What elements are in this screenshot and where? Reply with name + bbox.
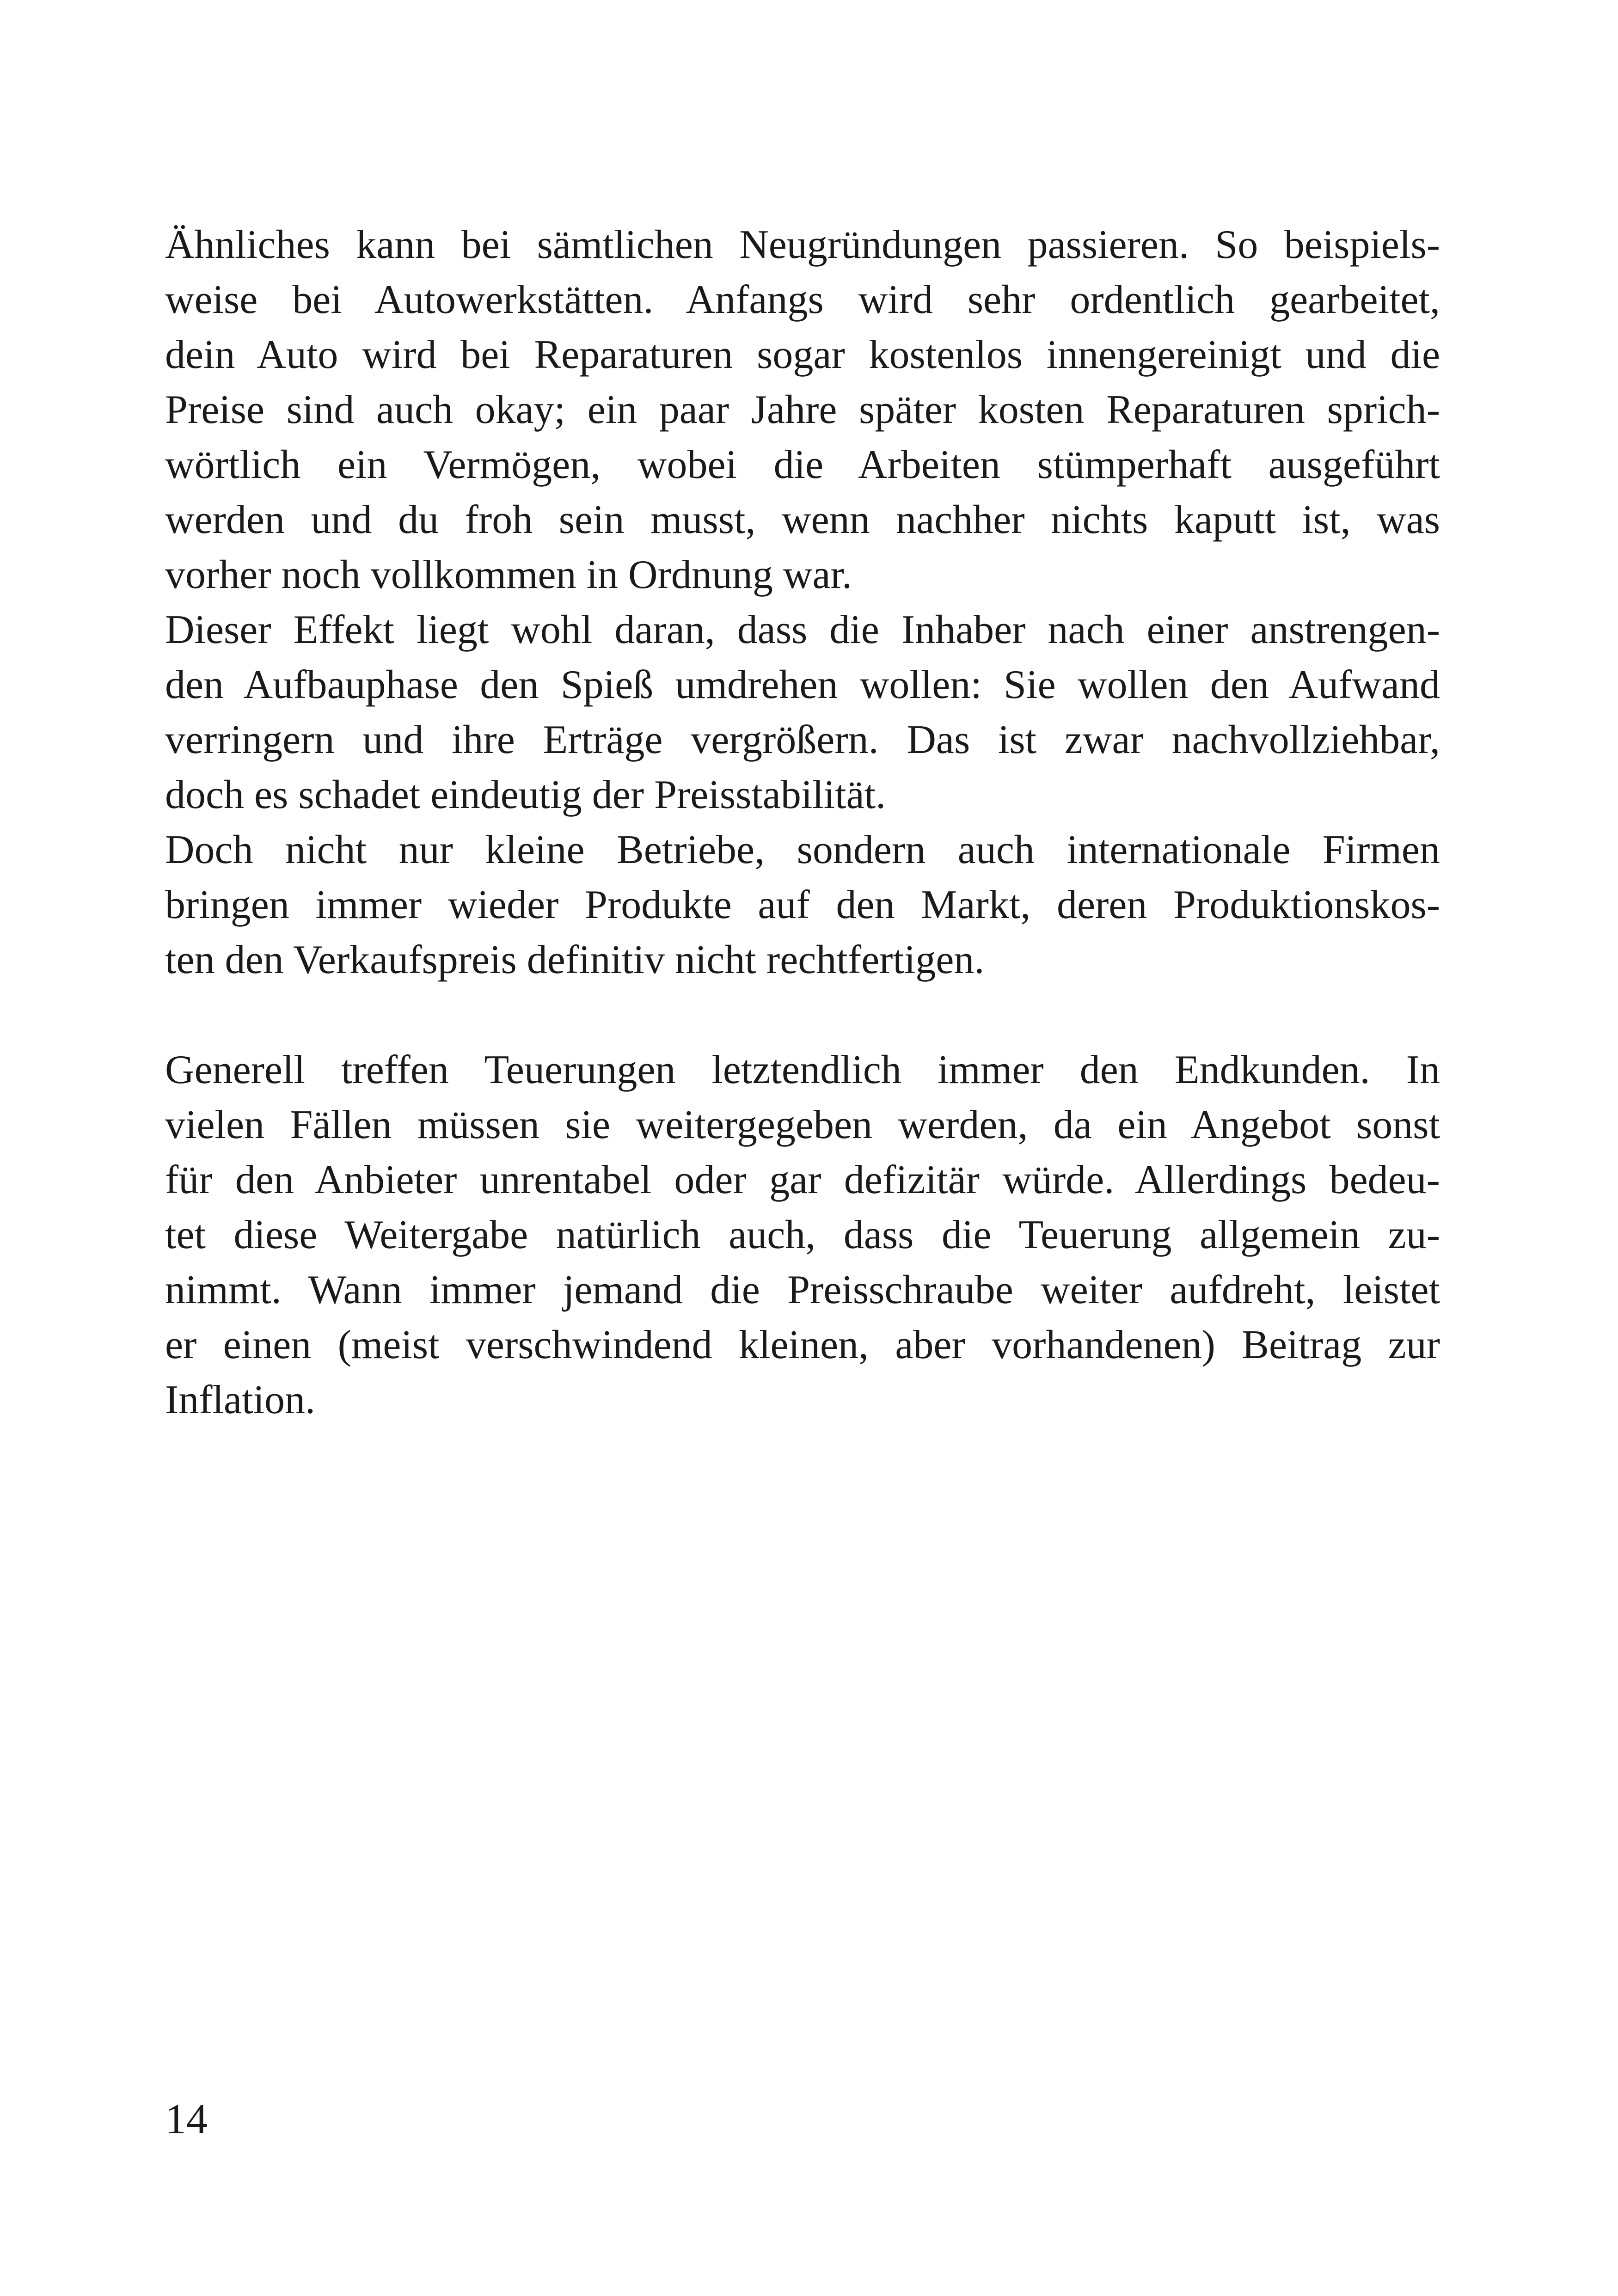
text-line: verringern und ihre Erträge vergrößern. Das ist zwar nachvollziehbar, bbox=[165, 717, 1440, 762]
body-text bbox=[165, 217, 1440, 1427]
text-line: nimmt. Wann immer jemand die Preisschraube weiter aufdreht, leistet bbox=[165, 1267, 1440, 1312]
text-line: wörtlich ein Vermögen, wobei die Arbeiten stümperhaft ausgeführt bbox=[165, 442, 1440, 487]
text-line: doch es schadet eindeutig der Preisstabilität. bbox=[165, 772, 886, 817]
text-line: Dieser Effekt liegt wohl daran, dass die Inhaber nach einer anstrengen- bbox=[165, 607, 1440, 652]
text-line: dein Auto wird bei Reparaturen sogar kostenlos innengereinigt und die bbox=[165, 332, 1440, 377]
text-line: vielen Fällen müssen sie weitergegeben werden, da ein Angebot sonst bbox=[165, 1102, 1440, 1147]
text-line: tet diese Weitergabe natürlich auch, dass die Teuerung allgemein zu- bbox=[165, 1212, 1440, 1257]
text-line: weise bei Autowerkstätten. Anfangs wird sehr ordentlich gearbeitet, bbox=[165, 277, 1440, 322]
text-line: werden und du froh sein musst, wenn nachher nichts kaputt ist, was bbox=[165, 497, 1440, 542]
text-line: für den Anbieter unrentabel oder gar defizitär würde. Allerdings bedeu- bbox=[165, 1157, 1440, 1202]
text-line: den Aufbauphase den Spieß umdrehen wollen: Sie wollen den Aufwand bbox=[165, 662, 1440, 707]
text-line: Inflation. bbox=[165, 1378, 316, 1422]
paragraph-1 bbox=[165, 217, 1440, 602]
text-line: Ähnliches kann bei sämtlichen Neugründungen passieren. So beispiels- bbox=[165, 222, 1440, 267]
text-line: Preise sind auch okay; ein paar Jahre später kosten Reparaturen sprich- bbox=[165, 387, 1440, 432]
text-line: ten den Verkaufspreis definitiv nicht rechtfertigen. bbox=[165, 937, 985, 982]
paragraph-spacer bbox=[165, 987, 1440, 1042]
text-line: Generell treffen Teuerungen letztendlich immer den Endkunden. In bbox=[165, 1047, 1440, 1092]
text-line: vorher noch vollkommen in Ordnung war. bbox=[165, 552, 852, 597]
page-number: 14 bbox=[165, 2095, 208, 2143]
text-line: Doch nicht nur kleine Betriebe, sondern auch internationale Firmen bbox=[165, 827, 1440, 872]
paragraph-2 bbox=[165, 602, 1440, 822]
paragraph-3 bbox=[165, 822, 1440, 987]
text-line: er einen (meist verschwindend kleinen, aber vorhandenen) Beitrag zur bbox=[165, 1322, 1440, 1367]
text-line: bringen immer wieder Produkte auf den Markt, deren Produktionskos- bbox=[165, 882, 1440, 927]
paragraph-4 bbox=[165, 1042, 1440, 1427]
